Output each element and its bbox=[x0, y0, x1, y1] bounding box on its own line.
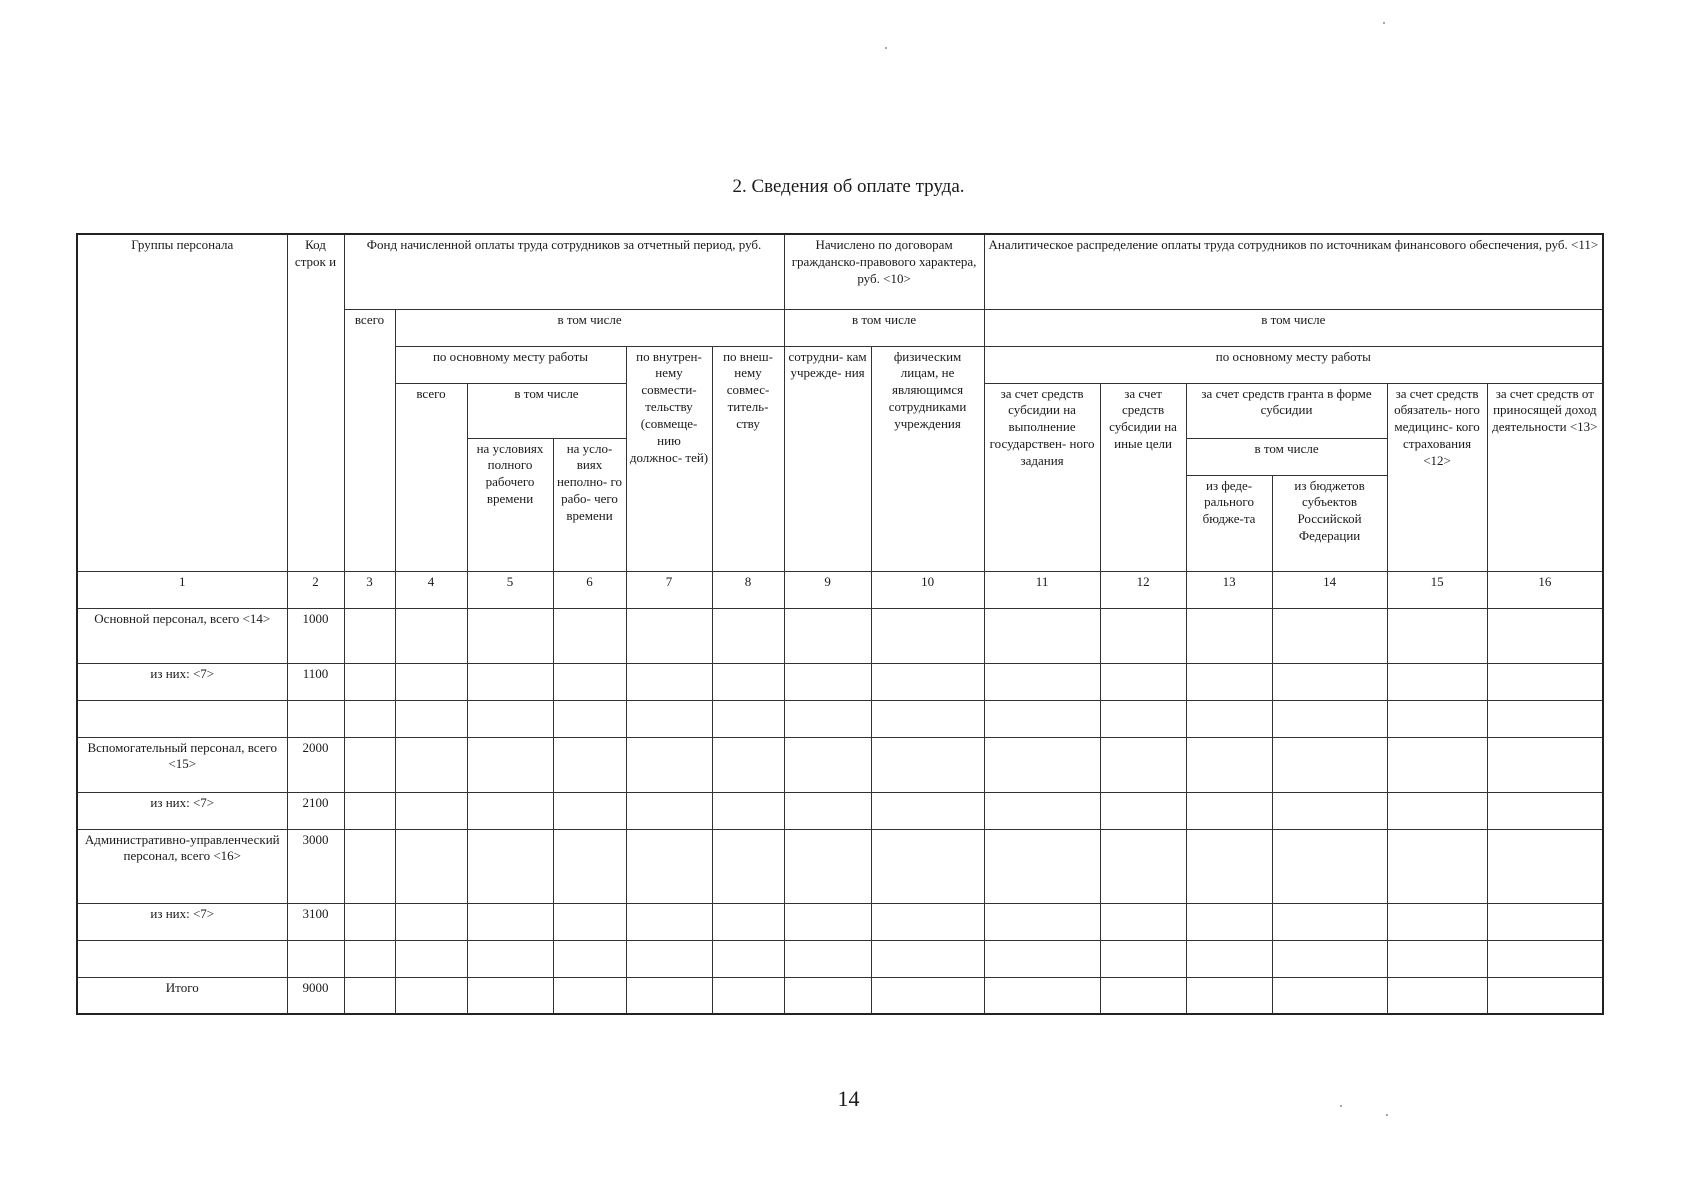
page-title: 2. Сведения об оплате труда. bbox=[732, 176, 965, 197]
table-row bbox=[77, 608, 1603, 663]
header-main-total: всего bbox=[395, 383, 467, 571]
column-number: 11 bbox=[984, 571, 1100, 608]
table-cell[interactable] bbox=[784, 792, 871, 829]
column-number: 7 bbox=[626, 571, 712, 608]
table-row bbox=[77, 737, 1603, 792]
table-cell[interactable] bbox=[626, 940, 712, 977]
table-cell[interactable] bbox=[467, 940, 553, 977]
table-cell[interactable] bbox=[871, 829, 984, 903]
row-code: 2100 bbox=[287, 792, 344, 829]
table-cell[interactable] bbox=[712, 700, 784, 737]
table-cell[interactable] bbox=[626, 663, 712, 700]
scan-speck bbox=[885, 47, 887, 49]
table-cell[interactable] bbox=[1272, 940, 1387, 977]
table-cell[interactable] bbox=[1186, 737, 1272, 792]
table-cell[interactable] bbox=[712, 737, 784, 792]
table-cell[interactable] bbox=[1387, 792, 1487, 829]
header-federal-budget: из феде- рального бюдже-та bbox=[1186, 475, 1272, 571]
table-cell[interactable] bbox=[1100, 940, 1186, 977]
table-cell[interactable] bbox=[395, 737, 467, 792]
staff-group-label: Основной персонал, всего <14> bbox=[77, 608, 287, 663]
header-analytic-distribution: Аналитическое распределение оплаты труда сотрудников по источникам финансового обеспечения, руб. <11> bbox=[984, 234, 1603, 309]
table-cell[interactable] bbox=[1387, 608, 1487, 663]
table-cell[interactable] bbox=[1272, 663, 1387, 700]
table-cell[interactable] bbox=[871, 792, 984, 829]
header-full-time: на условиях полного рабочего времени bbox=[467, 438, 553, 571]
table-cell[interactable] bbox=[553, 903, 626, 940]
table-cell[interactable] bbox=[1272, 737, 1387, 792]
table-cell[interactable] bbox=[1100, 608, 1186, 663]
table-cell[interactable] bbox=[984, 977, 1100, 1014]
column-number: 16 bbox=[1487, 571, 1603, 608]
table-cell[interactable] bbox=[784, 940, 871, 977]
table-cell[interactable] bbox=[1487, 829, 1603, 903]
table-cell[interactable] bbox=[1387, 737, 1487, 792]
table-cell[interactable] bbox=[984, 829, 1100, 903]
table-cell[interactable] bbox=[1100, 977, 1186, 1014]
staff-group-label: из них: <7> bbox=[77, 663, 287, 700]
header-to-individuals: физическим лицам, не являющимся сотрудниками учреждения bbox=[871, 346, 984, 571]
table-cell[interactable] bbox=[1487, 903, 1603, 940]
column-number: 13 bbox=[1186, 571, 1272, 608]
column-number: 12 bbox=[1100, 571, 1186, 608]
table-cell[interactable] bbox=[1186, 608, 1272, 663]
table-cell[interactable] bbox=[553, 737, 626, 792]
table-cell[interactable] bbox=[784, 737, 871, 792]
table-cell[interactable] bbox=[1186, 977, 1272, 1014]
staff-group-label bbox=[77, 940, 287, 977]
staff-group-label: Итого bbox=[77, 977, 287, 1014]
table-cell[interactable] bbox=[467, 829, 553, 903]
table-cell[interactable] bbox=[871, 737, 984, 792]
table-cell[interactable] bbox=[871, 608, 984, 663]
header-other-goals-subsidy: за счет средств субсидии на иные цели bbox=[1100, 383, 1186, 571]
table-cell[interactable] bbox=[712, 977, 784, 1014]
table-cell[interactable] bbox=[871, 903, 984, 940]
row-code: 2000 bbox=[287, 737, 344, 792]
table-cell[interactable] bbox=[1387, 700, 1487, 737]
table-cell[interactable] bbox=[712, 663, 784, 700]
table-cell[interactable] bbox=[1186, 829, 1272, 903]
header-state-task-subsidy: за счет средств субсидии на выполнение государствен- ного задания bbox=[984, 383, 1100, 571]
table-cell[interactable] bbox=[1186, 700, 1272, 737]
header-income-activity: за счет средств от приносящей доход деятельности <13> bbox=[1487, 383, 1603, 571]
table-cell[interactable] bbox=[1186, 940, 1272, 977]
table-cell[interactable] bbox=[344, 737, 395, 792]
row-code: 1100 bbox=[287, 663, 344, 700]
header-part-time: на усло- виях неполно- го рабо- чего времени bbox=[553, 438, 626, 571]
table-cell[interactable] bbox=[626, 700, 712, 737]
table-cell[interactable] bbox=[1186, 792, 1272, 829]
table-cell[interactable] bbox=[1487, 737, 1603, 792]
row-code: 1000 bbox=[287, 608, 344, 663]
table-cell[interactable] bbox=[984, 700, 1100, 737]
table-cell[interactable] bbox=[467, 792, 553, 829]
staff-group-label: из них: <7> bbox=[77, 903, 287, 940]
table-cell[interactable] bbox=[553, 792, 626, 829]
table-cell[interactable] bbox=[395, 608, 467, 663]
row-code bbox=[287, 940, 344, 977]
table-cell[interactable] bbox=[467, 700, 553, 737]
table-cell[interactable] bbox=[712, 792, 784, 829]
table-cell[interactable] bbox=[784, 700, 871, 737]
header-regional-budgets: из бюджетов субъектов Российской Федерации bbox=[1272, 475, 1387, 571]
table-cell[interactable] bbox=[1487, 792, 1603, 829]
header-analytics-including: в том числе bbox=[984, 309, 1603, 346]
table-cell[interactable] bbox=[784, 903, 871, 940]
table-cell[interactable] bbox=[344, 663, 395, 700]
table-cell[interactable] bbox=[712, 940, 784, 977]
column-number: 14 bbox=[1272, 571, 1387, 608]
table-cell[interactable] bbox=[626, 903, 712, 940]
column-number: 10 bbox=[871, 571, 984, 608]
table-cell[interactable] bbox=[553, 977, 626, 1014]
header-contracts-including: в том числе bbox=[784, 309, 984, 346]
table-cell[interactable] bbox=[784, 663, 871, 700]
table-cell[interactable] bbox=[467, 663, 553, 700]
table-row bbox=[77, 700, 1603, 737]
table-cell[interactable] bbox=[984, 663, 1100, 700]
table-cell[interactable] bbox=[712, 903, 784, 940]
column-number: 9 bbox=[784, 571, 871, 608]
table-cell[interactable] bbox=[984, 608, 1100, 663]
table-cell[interactable] bbox=[553, 940, 626, 977]
table-cell[interactable] bbox=[1487, 608, 1603, 663]
row-code bbox=[287, 700, 344, 737]
table-cell[interactable] bbox=[395, 903, 467, 940]
table-cell[interactable] bbox=[784, 829, 871, 903]
table-header bbox=[77, 234, 1603, 571]
table-cell[interactable] bbox=[553, 608, 626, 663]
table-cell[interactable] bbox=[344, 829, 395, 903]
column-number: 8 bbox=[712, 571, 784, 608]
table-cell[interactable] bbox=[1186, 663, 1272, 700]
table-body bbox=[77, 571, 1603, 1014]
table-cell[interactable] bbox=[1100, 829, 1186, 903]
table-cell[interactable] bbox=[1100, 663, 1186, 700]
header-main-workplace: по основному месту работы bbox=[395, 346, 626, 383]
column-number: 15 bbox=[1387, 571, 1487, 608]
table-cell[interactable] bbox=[1186, 903, 1272, 940]
table-cell[interactable] bbox=[871, 977, 984, 1014]
column-number-row bbox=[77, 571, 1603, 608]
row-code: 9000 bbox=[287, 977, 344, 1014]
table-cell[interactable] bbox=[712, 608, 784, 663]
table-cell[interactable] bbox=[626, 792, 712, 829]
table-cell[interactable] bbox=[626, 977, 712, 1014]
header-analytics-main-workplace: по основному месту работы bbox=[984, 346, 1603, 383]
table-row bbox=[77, 903, 1603, 940]
table-row bbox=[77, 792, 1603, 829]
header-internal-combination: по внутрен- нему совмести- тельству (совмеще- нию должнос- тей) bbox=[626, 346, 712, 571]
table-cell[interactable] bbox=[1272, 700, 1387, 737]
table-row bbox=[77, 940, 1603, 977]
table-cell[interactable] bbox=[984, 792, 1100, 829]
row-code: 3100 bbox=[287, 903, 344, 940]
table-cell[interactable] bbox=[1272, 903, 1387, 940]
table-cell[interactable] bbox=[871, 700, 984, 737]
table-cell[interactable] bbox=[871, 940, 984, 977]
table-cell[interactable] bbox=[467, 737, 553, 792]
header-fund-total: всего bbox=[344, 309, 395, 571]
table-cell[interactable] bbox=[1387, 663, 1487, 700]
table-cell[interactable] bbox=[984, 903, 1100, 940]
table-cell[interactable] bbox=[344, 792, 395, 829]
table-cell[interactable] bbox=[1387, 977, 1487, 1014]
column-number: 3 bbox=[344, 571, 395, 608]
table-cell[interactable] bbox=[395, 700, 467, 737]
staff-group-label: Вспомогательный персонал, всего <15> bbox=[77, 737, 287, 792]
table-cell[interactable] bbox=[984, 737, 1100, 792]
header-external-combination: по внеш- нему совмес- титель- ству bbox=[712, 346, 784, 571]
staff-group-label: из них: <7> bbox=[77, 792, 287, 829]
table-cell[interactable] bbox=[1100, 903, 1186, 940]
table-cell[interactable] bbox=[784, 977, 871, 1014]
page-number: 14 bbox=[837, 1086, 860, 1111]
header-wage-fund: Фонд начисленной оплаты труда сотрудников за отчетный период, руб. bbox=[344, 234, 784, 309]
table-row bbox=[77, 977, 1603, 1014]
table-cell[interactable] bbox=[1272, 608, 1387, 663]
row-code: 3000 bbox=[287, 829, 344, 903]
wage-information-table bbox=[76, 233, 1604, 1015]
header-oms: за счет средств обязатель- ного медицинс- кого страхования <12> bbox=[1387, 383, 1487, 571]
table-cell[interactable] bbox=[467, 977, 553, 1014]
table-cell[interactable] bbox=[553, 700, 626, 737]
table-cell[interactable] bbox=[395, 792, 467, 829]
table-cell[interactable] bbox=[1487, 977, 1603, 1014]
table-cell[interactable] bbox=[1487, 940, 1603, 977]
scan-speck bbox=[1340, 1105, 1342, 1107]
table-row bbox=[77, 829, 1603, 903]
table-cell[interactable] bbox=[1487, 700, 1603, 737]
table-cell[interactable] bbox=[344, 977, 395, 1014]
header-fund-including: в том числе bbox=[395, 309, 784, 346]
table-cell[interactable] bbox=[1100, 737, 1186, 792]
header-main-including: в том числе bbox=[467, 383, 626, 438]
table-cell[interactable] bbox=[626, 737, 712, 792]
table-cell[interactable] bbox=[467, 903, 553, 940]
table-cell[interactable] bbox=[1387, 829, 1487, 903]
table-cell[interactable] bbox=[626, 829, 712, 903]
table-cell[interactable] bbox=[712, 829, 784, 903]
scan-speck bbox=[1386, 1114, 1388, 1116]
column-number: 6 bbox=[553, 571, 626, 608]
table-cell[interactable] bbox=[626, 608, 712, 663]
header-grant-including: в том числе bbox=[1186, 438, 1387, 475]
column-number: 2 bbox=[287, 571, 344, 608]
table-cell[interactable] bbox=[344, 903, 395, 940]
table-cell[interactable] bbox=[1487, 663, 1603, 700]
table-cell[interactable] bbox=[1272, 977, 1387, 1014]
column-number: 4 bbox=[395, 571, 467, 608]
table-cell[interactable] bbox=[871, 663, 984, 700]
header-row-code: Код строк и bbox=[287, 234, 344, 571]
table-cell[interactable] bbox=[344, 940, 395, 977]
table-cell[interactable] bbox=[1272, 829, 1387, 903]
table-cell[interactable] bbox=[395, 940, 467, 977]
table-cell[interactable] bbox=[395, 977, 467, 1014]
staff-group-label: Административно-управленческий персонал, всего <16> bbox=[77, 829, 287, 903]
staff-group-label bbox=[77, 700, 287, 737]
table-cell[interactable] bbox=[467, 608, 553, 663]
table-cell[interactable] bbox=[553, 829, 626, 903]
table-cell[interactable] bbox=[553, 663, 626, 700]
header-to-employees: сотрудни- кам учрежде- ния bbox=[784, 346, 871, 571]
table-cell[interactable] bbox=[984, 940, 1100, 977]
table-cell[interactable] bbox=[344, 608, 395, 663]
table-row bbox=[77, 663, 1603, 700]
table-cell[interactable] bbox=[1272, 792, 1387, 829]
table-cell[interactable] bbox=[395, 829, 467, 903]
table-cell[interactable] bbox=[784, 608, 871, 663]
table-cell[interactable] bbox=[344, 700, 395, 737]
table-cell[interactable] bbox=[1387, 940, 1487, 977]
table-cell[interactable] bbox=[1100, 700, 1186, 737]
header-staff-groups: Группы персонала bbox=[77, 234, 287, 571]
table-cell[interactable] bbox=[1100, 792, 1186, 829]
scan-speck bbox=[1383, 22, 1385, 24]
header-grant-subsidy: за счет средств гранта в форме субсидии bbox=[1186, 383, 1387, 438]
table-cell[interactable] bbox=[1387, 903, 1487, 940]
table-cell[interactable] bbox=[395, 663, 467, 700]
column-number: 1 bbox=[77, 571, 287, 608]
column-number: 5 bbox=[467, 571, 553, 608]
header-civil-contracts: Начислено по договорам гражданско-правового характера, руб. <10> bbox=[784, 234, 984, 309]
